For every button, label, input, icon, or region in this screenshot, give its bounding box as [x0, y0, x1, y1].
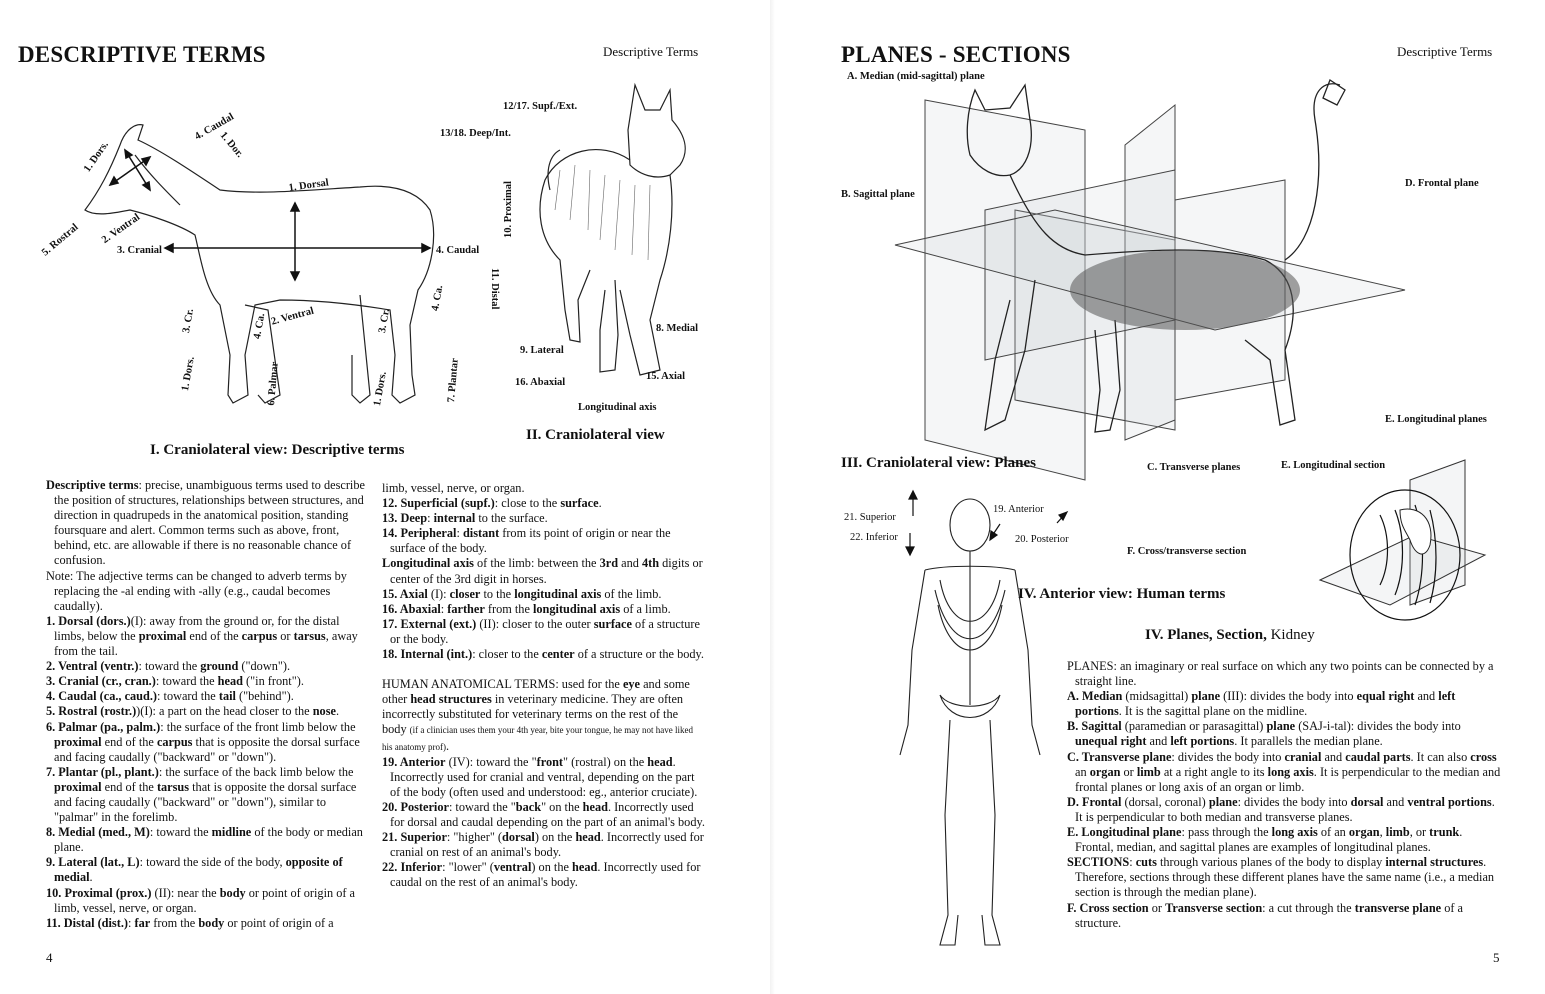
label-posterior-20: 20. Posterior — [1015, 534, 1069, 545]
label-ca-4b: 4. Ca. — [430, 284, 446, 312]
figure-5-caption — [1145, 627, 1315, 644]
label-dorsal-1: 1. Dorsal — [288, 177, 330, 194]
figure-2-caption: II. Craniolateral view — [526, 427, 665, 443]
label-transverse-planes: C. Transverse planes — [1147, 462, 1241, 473]
page-title: PLANES - SECTIONS — [841, 42, 1071, 67]
label-cranial-3: 3. Cranial — [117, 245, 162, 256]
kidney-section-illustration — [1320, 455, 1485, 640]
planes-sections-text: PLANES: an imaginary or real surface on which any two points can be connected by a straight line. A. Median (midsagittal) plane (III): divides the body into equal right and left portions. It is the sagittal plane on the midline. B. Sagittal (paramedian or parasagittal) plane (SAJ-i-tal): divides the body into unequal right and left portions. It parallels the median plane. C. Transverse plane: divides the body into cranial and caudal parts. It can also cross an organ or limb at a right angle to its long axis. It is perpendicular to the median and frontal planes or long axis of an organ or limb. D. Frontal (dorsal, coronal) plane: divides the body into dorsal and ventral portions. It is perpendicular to both median and transverse planes. E. Longitudinal plane: pass through the long axis of an organ, limb, or trunk. Frontal, median, and sagittal planes are examples of longitudinal planes. SECTIONS: cuts through various planes of the body to display internal structures. Therefore, sections through these different planes have the same name (i.e., a median section is through the median plane). F. Cross section or Transverse section: a cut through the transverse plane of a structure. — [1067, 659, 1501, 930]
label-frontal-plane: D. Frontal plane — [1405, 178, 1479, 189]
label-distal-11: 11. Distal — [489, 268, 500, 310]
cat-planes-illustration — [885, 60, 1445, 480]
label-lateral-9: 9. Lateral — [520, 345, 564, 356]
figure-1-caption: I. Craniolateral view: Descriptive terms — [150, 442, 405, 458]
label-longitudinal-axis: Longitudinal axis — [578, 402, 657, 413]
label-longitudinal-section: E. Longitudinal section — [1281, 460, 1386, 471]
label-plantar-7: 7. Plantar — [446, 357, 461, 403]
label-medial-8: 8. Medial — [656, 323, 698, 334]
label-rostral-5: 5. Rostral — [40, 221, 81, 259]
figure-3-caption: III. Craniolateral view: Planes — [841, 455, 1036, 471]
label-cr-3a: 3. Cr. — [181, 307, 197, 334]
descriptive-terms-column-2: limb, vessel, nerve, or organ. 12. Superficial (supf.): close to the surface. 13. Deep: internal to the surface. 14. Peripheral: distant from its point of origin or near the surface of the body. Longitudinal axis of the limb: between the 3rd and 4th digits or center of the 3rd digit in horses. 15. Axial (I): closer to the longitudinal axis of the limb. 16. Abaxial: farther from the longitudinal axis of a limb. 17. External (ext.) (II): closer to the outer surface of a structure or the body. 18. Internal (int.): closer to the center of a structure or the body. HUMAN ANATOMICAL TERMS: used for the eye and some other head structures in veterinary medicine. They are often incorrectly substituted for veterinary terms on the rest of the body (if a clinician uses them your 4th year, bite your tongue, he may not have liked his anatomy prof). 19. Anterior (IV): toward the "front" (rostral) on the head. Incorrectly used for cranial and ventral, depending on the part of the body (often used and understood: eg., anterior cruciate). 20. Posterior: toward the "back" on the head. Incorrectly used for dorsal and caudal depending on the part of an animal's body. 21. Superior: "higher" (dorsal) on the head. Incorrectly used for cranial on rest of an animal's body. 22. Inferior: "lower" (ventral) on the head. Incorrectly used for caudal on the rest of an animal's body. — [382, 481, 705, 890]
label-anterior-19: 19. Anterior — [993, 504, 1044, 515]
label-deep-int: 13/18. Deep/Int. — [440, 128, 511, 139]
figure-5-caption-normal: Kidney — [1270, 627, 1315, 643]
label-longitudinal-planes: E. Longitudinal planes — [1385, 414, 1487, 425]
label-ventral-2: 2. Ventral — [100, 211, 143, 247]
running-head: Descriptive Terms — [603, 44, 699, 59]
label-median-plane: A. Median (mid-sagittal) plane — [847, 71, 985, 82]
page-number: 5 — [1493, 950, 1500, 965]
label-dor-1: 1. Dor. — [217, 130, 246, 160]
label-caudal-4b: 4. Caudal — [436, 245, 480, 256]
label-cross-section: F. Cross/transverse section — [1127, 546, 1247, 557]
label-inferior-22: 22. Inferior — [850, 532, 898, 543]
label-ventral-2b: 2. Ventral — [270, 305, 316, 328]
label-axial-15: 15. Axial — [646, 371, 686, 382]
label-dors-1b: 1. Dors. — [180, 355, 197, 392]
label-supf-ext: 12/17. Supf./Ext. — [503, 101, 578, 112]
human-skeleton-illustration — [900, 495, 1040, 955]
label-abaxial-16: 16. Abaxial — [515, 377, 566, 388]
label-ca-4a: 4. Ca. — [252, 312, 268, 340]
direction-arrows — [895, 488, 1065, 558]
page-title: DESCRIPTIVE TERMS — [18, 42, 266, 67]
label-caudal-4: 4. Caudal — [193, 111, 236, 143]
label-dors-1: 1. Dors. — [82, 139, 111, 175]
label-palmar-6: 6. Palmar — [266, 361, 281, 406]
descriptive-terms-column-1: Descriptive terms: precise, unambiguous terms used to describe the position of structures, relationships between structures, and direction in quadrupeds in the anatomical position, standing foursquare and alert. Common terms such as above, front, behind, etc. are allowable if there is no reasonable chance of confusion. Note: The adjective terms can be changed to adverb terms by replacing the -al ending with -ally (e.g., caudal becomes caudally). 1. Dorsal (dors.)(I): away from the ground or, for the distal limbs, below the proximal end of the carpus or tarsus, away from the tail. 2. Ventral (ventr.): toward the ground ("down"). 3. Cranial (cr., cran.): toward the head ("in front"). 4. Caudal (ca., caud.): toward the tail ("behind"). 5. Rostral (rostr.))(I): a part on the head closer to the nose. 6. Palmar (pa., palm.): the surface of the front limb below the proximal end of the carpus that is opposite the dorsal surface and facing caudally ("backward" or "down"). 7. Plantar (pl., plant.): the surface of the back limb below the proximal end of the tarsus that is opposite the dorsal surface and facing caudally ("backward" or "down"), similar to "palmar" in the forelimb. 8. Medial (med., M): toward the midline of the body or median plane. 9. Lateral (lat., L): toward the side of the body, opposite of medial. 10. Proximal (prox.) (II): near the body or point of origin of a limb, vessel, nerve, or organ. 11. Distal (dist.): far from the body or point of origin of a — [46, 478, 365, 930]
running-head: Descriptive Terms — [1397, 44, 1493, 59]
label-sagittal-plane: B. Sagittal plane — [841, 189, 915, 200]
left-page — [0, 0, 770, 994]
label-cr-3b: 3. Cr. — [377, 307, 393, 334]
label-dors-1c: 1. Dors. — [372, 370, 389, 407]
figure-4-caption: IV. Anterior view: Human terms — [1018, 586, 1226, 602]
page-number: 4 — [46, 950, 53, 965]
right-page — [775, 0, 1545, 994]
dog-illustration — [520, 80, 720, 390]
label-superior-21: 21. Superior — [844, 512, 896, 523]
label-proximal-10: 10. Proximal — [503, 181, 514, 238]
figure-5-caption-bold: IV. Planes, Section, — [1145, 627, 1267, 643]
